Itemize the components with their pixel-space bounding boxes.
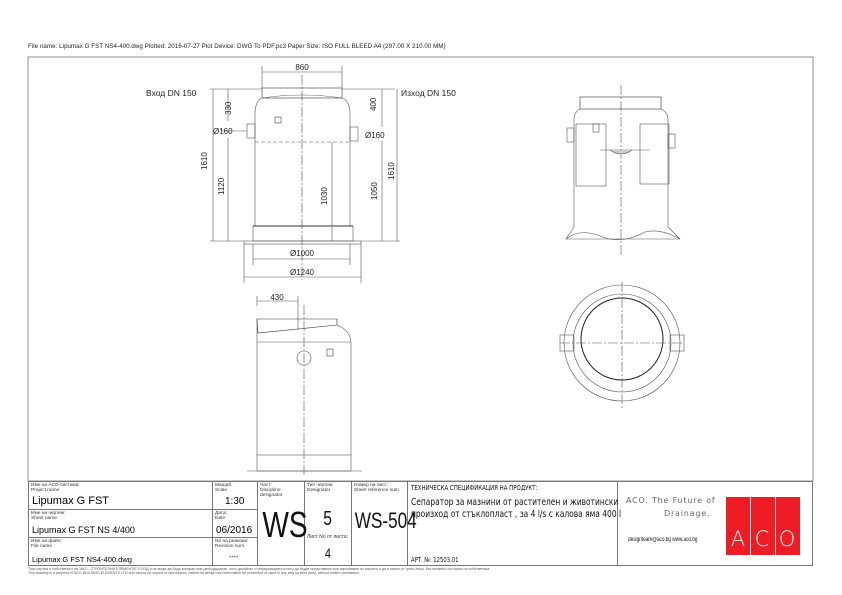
side-view — [247, 296, 362, 475]
spec-title: ТЕХНИЧЕСКА СПЕЦИФИКАЦИЯ НА ПРОДУКТ: — [411, 484, 538, 492]
aco-logo-c: C — [754, 527, 770, 551]
file-name-cell: Име на файл: File name Lipumax G FST NS4-400.dwg — [29, 538, 213, 566]
plot-header: File name: Lipumax G FST NS4-400.dwg Plotted: 2016-07-27 Plot Device: DWG To PDF.pc3 Paper Size: ISO FULL BLEED A4 (297.00 X 210.00 MM) — [28, 43, 446, 50]
outlet-label: Изход DN 150 — [401, 88, 456, 98]
date-value: 06/2016 — [216, 525, 253, 536]
sheet-name: Lipumax G FST NS 4/400 — [32, 525, 135, 535]
section-view — [566, 85, 680, 255]
aco-contact: designteam@aco.bg www.aco.bg — [628, 537, 698, 543]
copyright-note: Този чертеж е собственост на "АКО - СТРОИТЕЛНИ ЕЛЕМЕНТИ" ЕООД и не може да бъде копиран или репродуциран, нито дизайнът и информацията в него да бъдат представяни или използвани по какъвто и да е начин от трети лица, без писмено съгласие на собственика. This drawing is a property of ACO BUILDING ELEMENTS LTD and cannot be copied or reproduced, neither its design and information be presented or used in any way by third party, without written permission. — [28, 567, 491, 576]
discipline-value: WS — [262, 504, 308, 545]
dim-inlet-top: 330 — [224, 101, 233, 115]
dim-outlet-height: 1050 — [370, 182, 379, 200]
aco-tagline-2: Drainage. — [664, 509, 711, 518]
type-value: 5 — [323, 508, 332, 530]
sheet-ref-cell: Номер на лист: Sheet reference num. WS-504 — [352, 482, 408, 566]
article-number: АРТ. №: 12503.01 — [411, 556, 459, 564]
discipline-cell: Част: Discipline designator WS — [258, 482, 305, 566]
file-name: Lipumax G FST NS4-400.dwg — [32, 555, 132, 564]
dim-total-left: 1610 — [200, 152, 209, 170]
project-name-cell: Име на ACO система: Project name Lipumax G FST — [29, 482, 213, 510]
dim-top-width: 860 — [295, 63, 309, 72]
inlet-label: Вход DN 150 — [146, 88, 197, 98]
scale-value: 1:30 — [225, 496, 245, 507]
dim-base-diameter: Ø1240 — [289, 268, 315, 277]
spec-description: Сепаратор за мазнини от растителен и животински произход от стъклопласт , за 4 l/s с калова яма 400 l — [411, 497, 622, 520]
sheet-no-label: Лист No от листа: — [307, 534, 348, 540]
dim-outlet-pipe: Ø160 — [365, 131, 385, 140]
dim-inlet-pipe: Ø160 — [213, 127, 233, 136]
title-block — [28, 481, 813, 566]
aco-logo-o: O — [778, 527, 796, 551]
dim-inner-height: 1030 — [320, 187, 329, 205]
aco-logo-a: A — [730, 527, 746, 551]
sheet-no-value: 4 — [324, 545, 331, 561]
aco-branding — [618, 482, 812, 566]
sheet-name-cell: Име на чертеж: Sheet name Lipumax G FST NS 4/400 — [29, 510, 213, 538]
dim-body-diameter: Ø1000 — [289, 249, 315, 258]
project-name: Lipumax G FST — [32, 495, 110, 507]
drawing-frame — [28, 57, 813, 481]
revision-value: ---- — [229, 554, 239, 561]
dim-outlet-top: 400 — [369, 97, 378, 111]
type-cell: Тип чертеж: Designator 5 Лист No от листа: 4 — [305, 482, 352, 566]
date-cell: Дата: Date 06/2016 — [213, 510, 258, 538]
aco-logo — [726, 497, 800, 555]
aco-tagline-1: ACO. The Future of — [626, 496, 716, 505]
scale-cell: Мащаб: Scale 1:30 — [213, 482, 258, 510]
spec-cell — [408, 482, 622, 566]
top-view — [560, 282, 684, 408]
revision-cell: No на ревизия: Revision num. ---- — [213, 538, 258, 566]
dim-inlet-height: 1120 — [217, 177, 226, 195]
sheet-ref-value: WS-504 — [354, 508, 417, 533]
dim-neck-offset: 430 — [270, 293, 284, 302]
dim-total-right: 1610 — [387, 162, 396, 180]
